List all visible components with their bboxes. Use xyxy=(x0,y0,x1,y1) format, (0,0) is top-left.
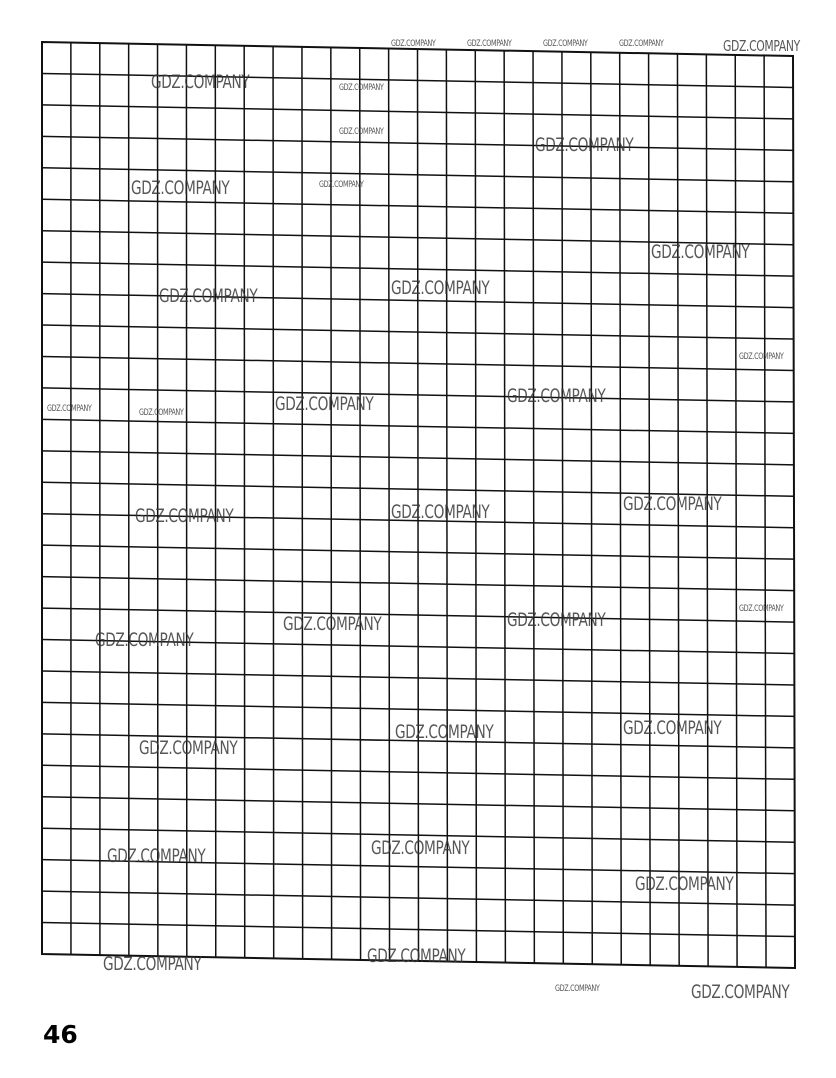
watermark: GDZ.COMPANY xyxy=(339,127,384,137)
watermark: GDZ.COMPANY xyxy=(467,39,512,49)
page-number: 46 xyxy=(43,1020,78,1049)
watermark: GDZ.COMPANY xyxy=(395,721,494,743)
watermark: GDZ.COMPANY xyxy=(507,609,606,631)
watermark: GDZ.COMPANY xyxy=(543,39,588,49)
grid-vertical-line xyxy=(562,52,563,964)
watermark: GDZ.COMPANY xyxy=(619,39,664,49)
watermark: GDZ.COMPANY xyxy=(151,71,250,93)
grid-vertical-line xyxy=(244,46,245,958)
watermark: GDZ.COMPANY xyxy=(283,613,382,635)
watermark: GDZ.COMPANY xyxy=(623,493,722,515)
watermark: GDZ.COMPANY xyxy=(691,981,790,1003)
watermark: GDZ.COMPANY xyxy=(623,717,722,739)
grid-vertical-line xyxy=(389,48,390,960)
watermark: GDZ.COMPANY xyxy=(135,505,234,527)
watermark: GDZ.COMPANY xyxy=(555,984,600,994)
watermark: GDZ.COMPANY xyxy=(535,134,634,156)
watermark: GDZ.COMPANY xyxy=(739,604,784,614)
watermark: GDZ.COMPANY xyxy=(107,845,206,867)
watermark: GDZ.COMPANY xyxy=(635,873,734,895)
watermark: GDZ.COMPANY xyxy=(391,501,490,523)
watermark: GDZ.COMPANY xyxy=(139,737,238,759)
watermark: GDZ.COMPANY xyxy=(371,837,470,859)
grid-vertical-line xyxy=(302,47,303,959)
watermark: GDZ.COMPANY xyxy=(139,408,184,418)
grid-vertical-line xyxy=(273,46,274,958)
grid-vertical-line xyxy=(735,55,737,967)
watermark: GDZ.COMPANY xyxy=(723,37,800,55)
watermark: GDZ.COMPANY xyxy=(131,177,230,199)
watermark: GDZ.COMPANY xyxy=(275,393,374,415)
watermark: GDZ.COMPANY xyxy=(507,385,606,407)
watermark: GDZ.COMPANY xyxy=(47,404,92,414)
watermark: GDZ.COMPANY xyxy=(103,953,202,975)
watermark: GDZ.COMPANY xyxy=(367,945,466,967)
watermark: GDZ.COMPANY xyxy=(159,285,258,307)
grid-vertical-line xyxy=(533,51,534,963)
watermark: GDZ.COMPANY xyxy=(391,277,490,299)
watermark: GDZ.COMPANY xyxy=(391,39,436,49)
watermark: GDZ.COMPANY xyxy=(651,241,750,263)
watermark: GDZ.COMPANY xyxy=(319,180,364,190)
grid-vertical-line xyxy=(620,53,622,965)
grid-vertical-line xyxy=(504,51,505,963)
grid-vertical-line xyxy=(764,55,766,967)
watermark: GDZ.COMPANY xyxy=(739,352,784,362)
watermark: GDZ.COMPANY xyxy=(339,83,384,93)
grid-vertical-line xyxy=(591,52,592,964)
watermark: GDZ.COMPANY xyxy=(95,629,194,651)
